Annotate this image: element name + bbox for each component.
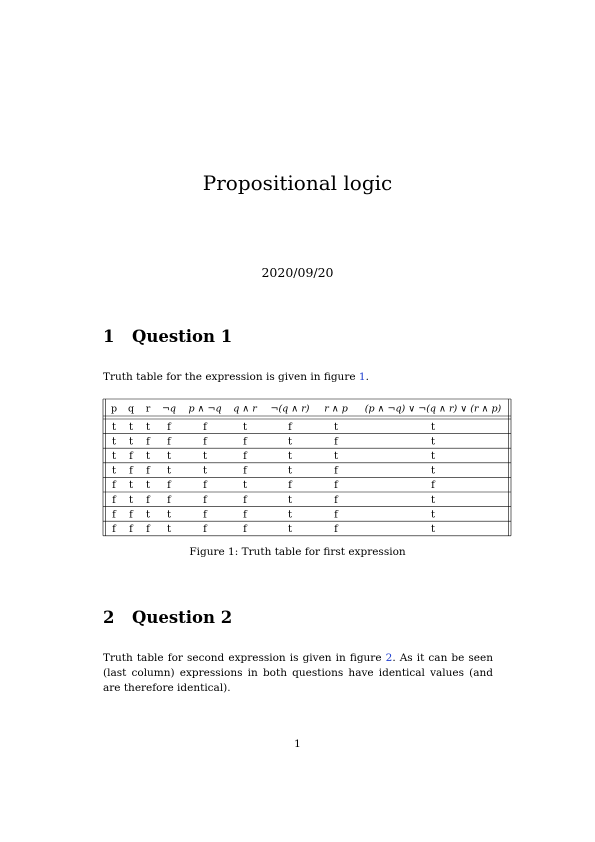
question-1-paragraph bbox=[103, 370, 493, 385]
table-cell: f bbox=[167, 421, 171, 433]
table-cell: t bbox=[287, 494, 293, 506]
table-cell: t bbox=[430, 524, 436, 535]
table-cell: t bbox=[333, 451, 339, 462]
table-cell: f bbox=[146, 465, 150, 477]
table-cell: t bbox=[128, 494, 134, 506]
table-header-cell: q ∧ r bbox=[233, 403, 257, 415]
table-cell: t bbox=[430, 421, 436, 433]
table-cell: t bbox=[287, 524, 293, 535]
table-cell: t bbox=[166, 465, 172, 477]
section-number: 2 bbox=[103, 608, 115, 627]
table-cell: t bbox=[287, 465, 293, 477]
table-cell: f bbox=[129, 451, 133, 462]
table-cell: f bbox=[288, 421, 292, 433]
table-cell: f bbox=[334, 494, 338, 506]
table-cell: t bbox=[287, 509, 293, 521]
table-header-cell: ¬q bbox=[161, 403, 177, 415]
table-header-cell: r bbox=[145, 403, 151, 415]
table-cell: f bbox=[203, 421, 207, 433]
table-cell: f bbox=[334, 509, 338, 521]
table-cell: t bbox=[128, 480, 134, 492]
table-header-cell: p ∧ ¬q bbox=[188, 403, 222, 415]
table-cell: f bbox=[243, 494, 247, 506]
table-cell: t bbox=[128, 436, 134, 448]
table-cell: f bbox=[129, 524, 133, 535]
table-cell: f bbox=[431, 480, 435, 492]
section-title: Question 2 bbox=[132, 608, 233, 627]
table-cell: f bbox=[243, 465, 247, 477]
table-cell: f bbox=[146, 494, 150, 506]
table-header-cell: (p ∧ ¬q) ∨ ¬(q ∧ r) ∨ (r ∧ p) bbox=[364, 403, 502, 415]
table-cell: t bbox=[111, 436, 117, 448]
table-cell: t bbox=[145, 509, 151, 521]
truth-table bbox=[102, 397, 512, 538]
table-cell: f bbox=[334, 436, 338, 448]
table-cell: f bbox=[203, 494, 207, 506]
table-cell: f bbox=[243, 451, 247, 462]
page-title: Propositional logic bbox=[202, 171, 393, 195]
table-cell: t bbox=[430, 509, 436, 521]
figure-reference-link[interactable]: 1 bbox=[358, 371, 366, 383]
table-cell: f bbox=[243, 509, 247, 521]
table-cell: f bbox=[146, 524, 150, 535]
table-cell: f bbox=[334, 524, 338, 535]
figure-caption: Figure 1: Truth table for first expression bbox=[189, 546, 406, 558]
table-cell: t bbox=[166, 451, 172, 462]
figure-reference-link[interactable]: 2 bbox=[385, 652, 393, 664]
section-heading-1 bbox=[103, 327, 232, 346]
document-date: 2020/09/20 bbox=[261, 265, 334, 280]
paragraph-text: . As it can be seen (last column) expressions in both questions have identical values (and are therefore identical). bbox=[103, 652, 493, 694]
truth-table-graphic bbox=[102, 397, 512, 538]
table-cell: t bbox=[287, 451, 293, 462]
table-cell: t bbox=[166, 509, 172, 521]
table-cell: t bbox=[111, 421, 117, 433]
table-header-cell: p bbox=[110, 403, 118, 415]
table-cell: t bbox=[202, 465, 208, 477]
table-cell: f bbox=[167, 436, 171, 448]
table-cell: t bbox=[242, 421, 248, 433]
table-header-cell: ¬(q ∧ r) bbox=[270, 403, 310, 415]
section-heading-2 bbox=[103, 608, 232, 627]
table-cell: f bbox=[112, 480, 116, 492]
table-cell: t bbox=[145, 421, 151, 433]
table-cell: f bbox=[203, 480, 207, 492]
table-cell: t bbox=[111, 451, 117, 462]
table-cell: f bbox=[203, 524, 207, 535]
table-cell: f bbox=[129, 509, 133, 521]
table-cell: f bbox=[243, 436, 247, 448]
table-cell: f bbox=[203, 509, 207, 521]
section-title: Question 1 bbox=[132, 327, 233, 346]
table-header-cell: q bbox=[127, 403, 135, 415]
table-cell: t bbox=[111, 465, 117, 477]
table-cell: t bbox=[430, 465, 436, 477]
table-cell: t bbox=[287, 436, 293, 448]
table-cell: t bbox=[128, 421, 134, 433]
table-cell: f bbox=[288, 480, 292, 492]
table-cell: f bbox=[243, 524, 247, 535]
table-cell: f bbox=[334, 480, 338, 492]
page-number: 1 bbox=[294, 738, 301, 750]
table-cell: f bbox=[167, 494, 171, 506]
table-cell: t bbox=[430, 436, 436, 448]
table-cell: f bbox=[129, 465, 133, 477]
table-cell: t bbox=[145, 480, 151, 492]
paragraph-text: . bbox=[365, 371, 369, 383]
table-cell: t bbox=[430, 451, 436, 462]
table-cell: f bbox=[112, 524, 116, 535]
table-cell: f bbox=[334, 465, 338, 477]
table-cell: f bbox=[112, 494, 116, 506]
table-header-cell: r ∧ p bbox=[324, 403, 348, 415]
table-cell: f bbox=[203, 436, 207, 448]
section-number: 1 bbox=[103, 327, 115, 346]
paragraph-text: Truth table for second expression is given in figure bbox=[103, 652, 386, 664]
table-cell: t bbox=[430, 494, 436, 506]
table-cell: t bbox=[202, 451, 208, 462]
table-cell: f bbox=[146, 436, 150, 448]
table-cell: t bbox=[242, 480, 248, 492]
table-cell: t bbox=[145, 451, 151, 462]
table-cell: t bbox=[333, 421, 339, 433]
question-2-paragraph bbox=[103, 651, 493, 696]
table-cell: f bbox=[112, 509, 116, 521]
paragraph-text: Truth table for the expression is given in figure bbox=[103, 371, 359, 383]
table-cell: t bbox=[166, 524, 172, 535]
table-cell: f bbox=[167, 480, 171, 492]
